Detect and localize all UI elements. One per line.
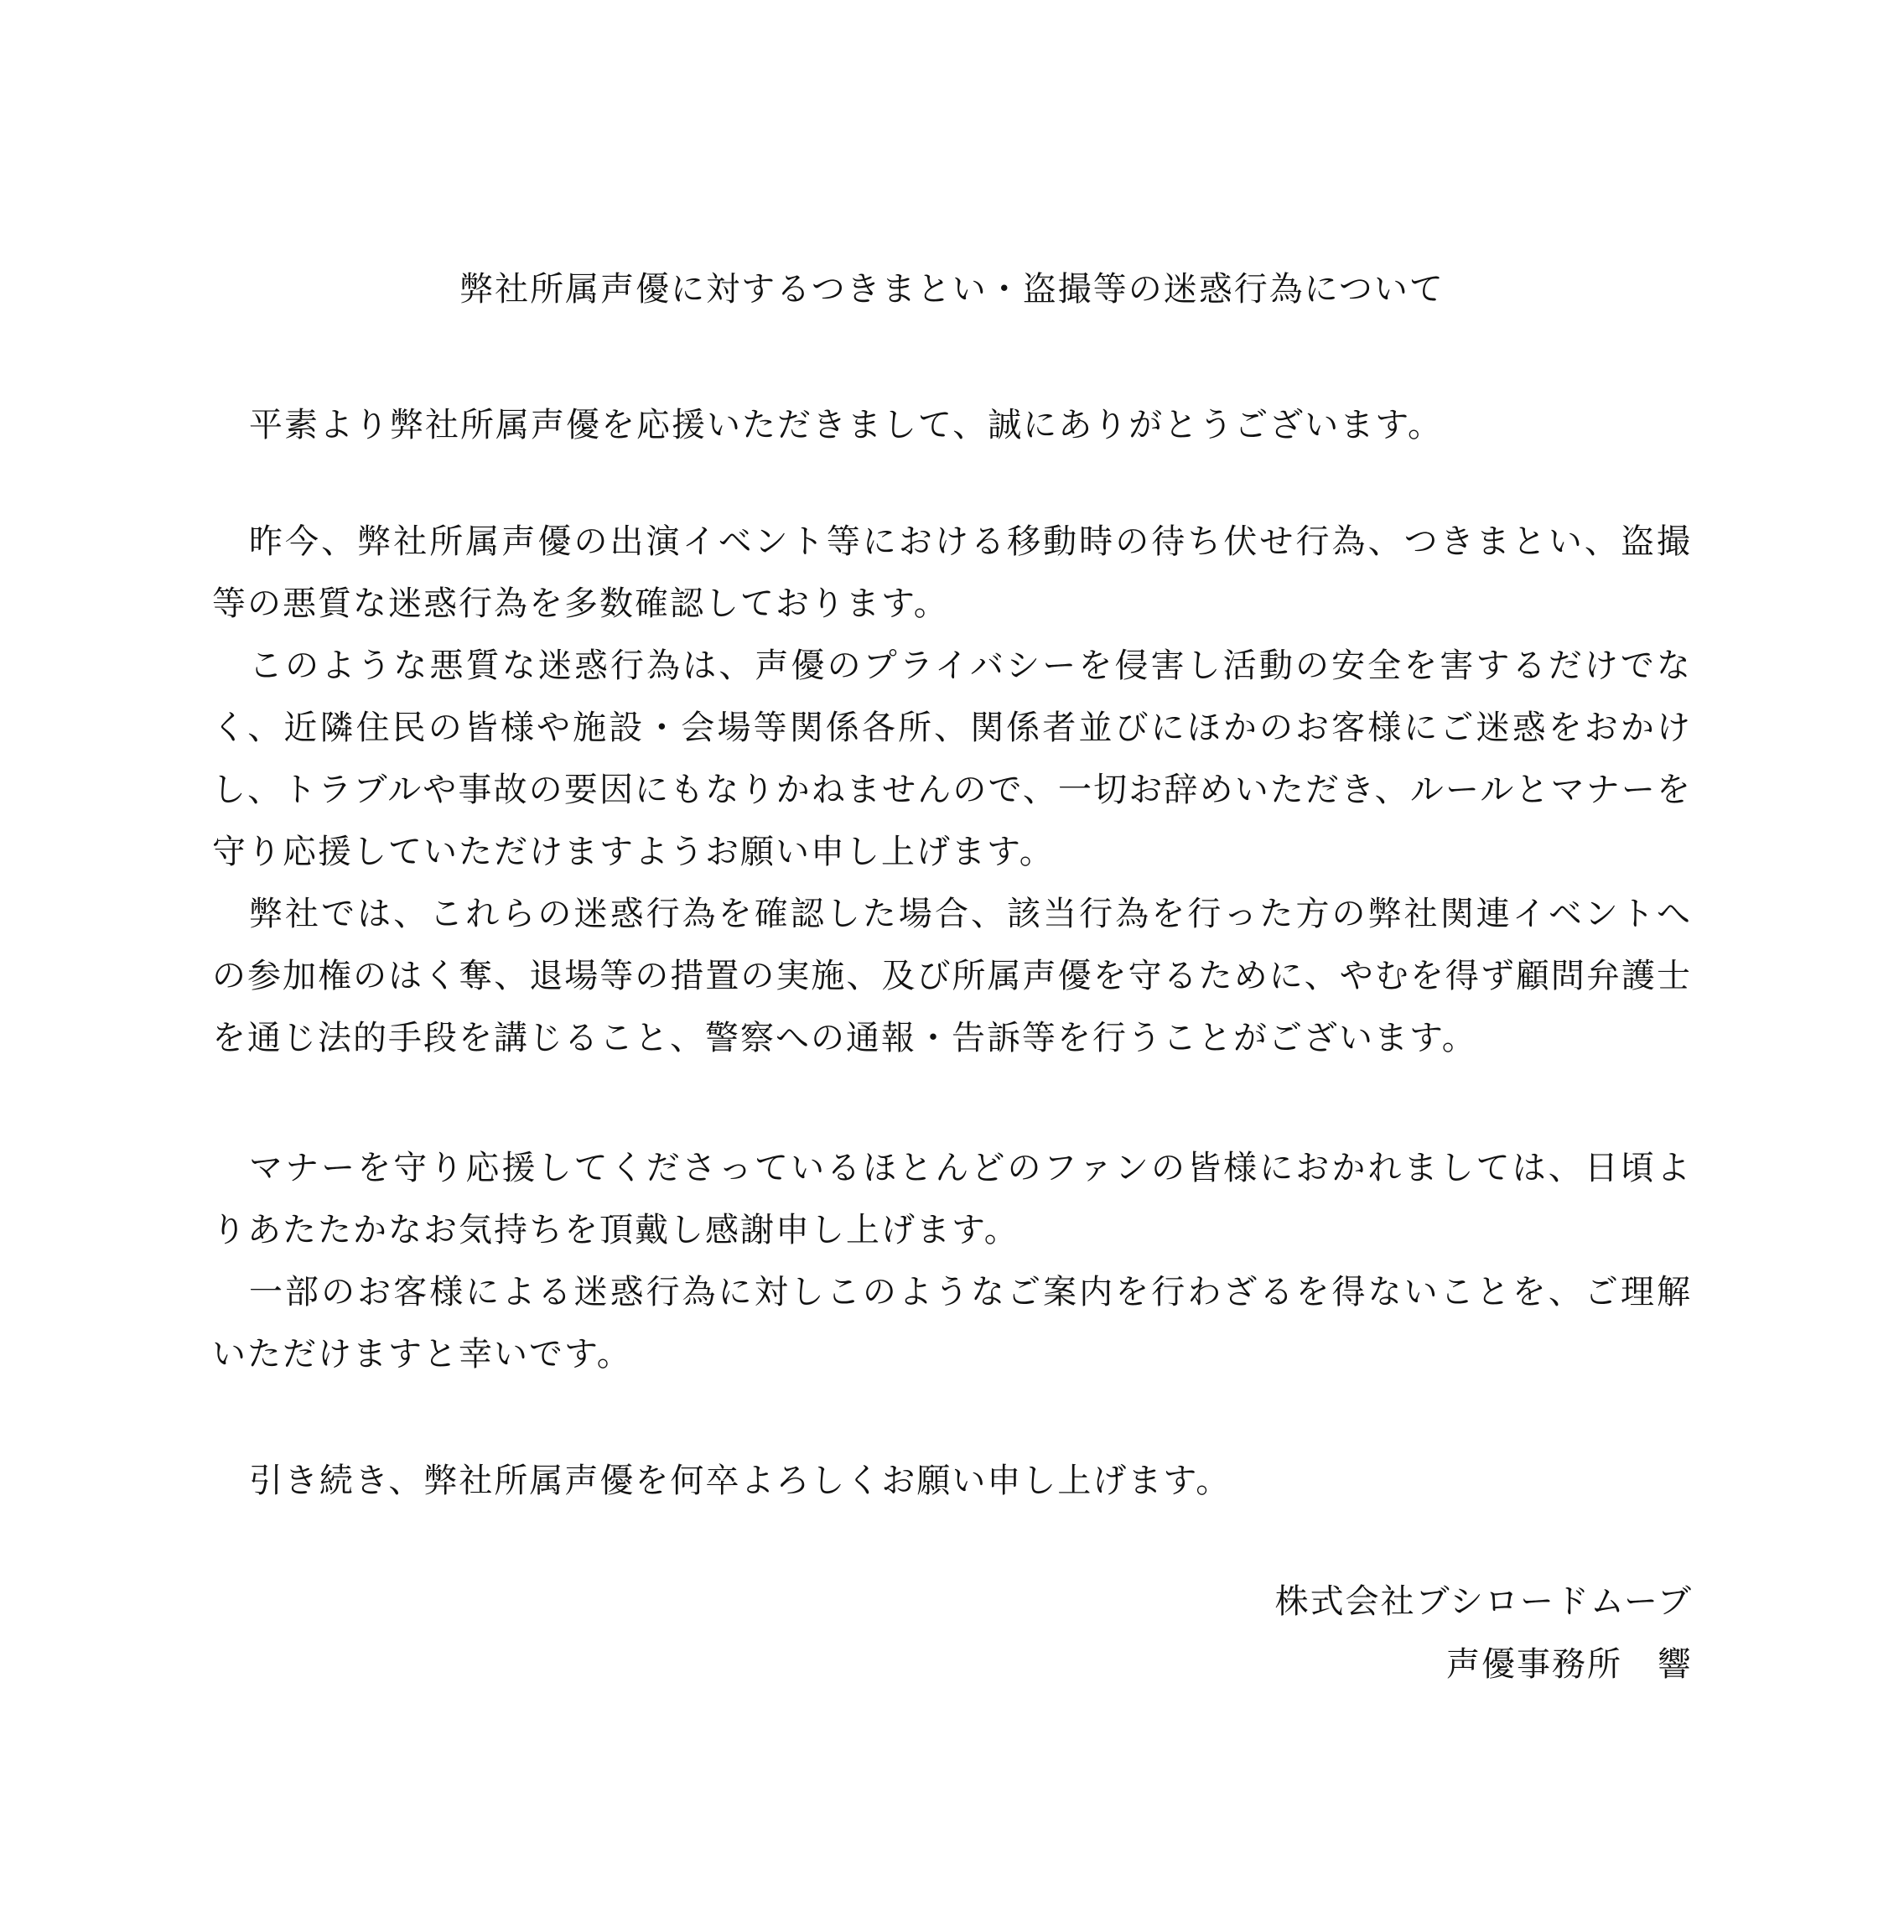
- section-2: [212, 1137, 1692, 1385]
- paragraph-understanding: 一部のお客様による迷惑行為に対しこのようなご案内を行わざるを得ないことを、ご理解いただけますと幸いです。: [212, 1273, 1692, 1374]
- signature-company: 株式会社ブシロードムーブ: [1274, 1582, 1693, 1621]
- signature-department: 声優事務所 響: [1446, 1645, 1693, 1684]
- greeting-block: [212, 394, 1692, 456]
- paragraph-request: このような悪質な迷惑行為は、声優のプライバシーを侵害し活動の安全を害するだけでなく、近隣住民の皆様や施設・会場等関係各所、関係者並びにほかのお客様にご迷惑をおかけし、トラブルや事故の要因にもなりかねませんので、一切お辞めいただき、ルールとマナーを守り応援していただけますようお願い申し上げます。: [212, 647, 1692, 871]
- paragraph-incidents: 昨今、弊社所属声優の出演イベント等における移動時の待ち伏せ行為、つきまとい、盗撮等の悪質な迷惑行為を多数確認しております。: [212, 522, 1692, 623]
- document-title: 弊社所属声優に対するつきまとい・盗撮等の迷惑行為について: [459, 270, 1445, 309]
- closing-paragraph: 引き続き、弊社所属声優を何卒よろしくお願い申し上げます。: [249, 1462, 1232, 1500]
- greeting-paragraph: 平素より弊社所属声優を応援いただきまして、誠にありがとうございます。: [249, 406, 1443, 444]
- closing-block: [212, 1450, 1692, 1512]
- paragraph-measures: 弊社では、これらの迷惑行為を確認した場合、該当行為を行った方の弊社関連イベントへの参加権のはく奪、退場等の措置の実施、及び所属声優を守るために、やむを得ず顧問弁護士を通じ法的手段を講じること、警察への通報・告訴等を行うことがございます。: [212, 895, 1692, 1057]
- section-1: [212, 511, 1692, 1069]
- paragraph-thanks: マナーを守り応援してくださっているほとんどのファンの皆様におかれましては、日頃よりあたたかなお気持ちを頂戴し感謝申し上げます。: [212, 1149, 1692, 1249]
